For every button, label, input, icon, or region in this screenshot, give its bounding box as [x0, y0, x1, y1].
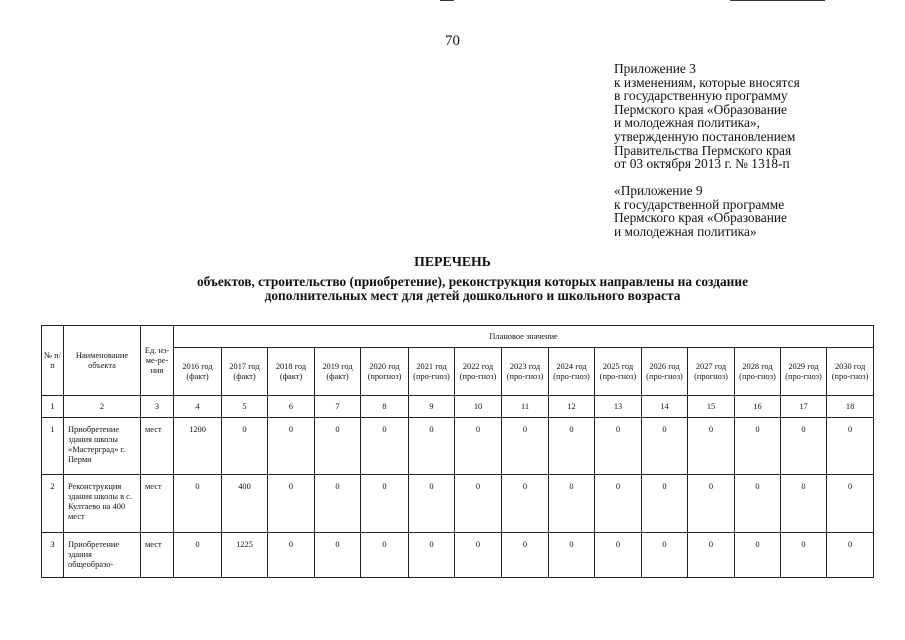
table-row	[42, 418, 874, 475]
header-unit: Ед. из-ме-ре-ния	[141, 326, 174, 396]
scan-remnant-mark	[440, 0, 454, 1]
appendix-line: Приложение 3	[614, 61, 696, 76]
column-number: 8	[361, 396, 409, 418]
subtitle-line: объектов, строительство (приобретение), реконструкция которых направлены на создание	[196, 274, 749, 289]
row-value: 400	[222, 475, 268, 533]
row-value: 0	[642, 418, 688, 475]
row-object-name: Приобретение здания общеобразо-	[64, 533, 141, 578]
header-year: 2030 год (про-гноз)	[827, 348, 874, 396]
column-number: 3	[141, 396, 174, 418]
appendix-9-header	[614, 184, 787, 238]
row-object-name: Реконструкция здания школы в с. Култаево на 400 мест	[64, 475, 141, 533]
row-value: 0	[827, 533, 874, 578]
row-value: 0	[781, 475, 827, 533]
header-year: 2018 год (факт)	[268, 348, 315, 396]
row-value: 0	[315, 533, 361, 578]
row-unit: мест	[141, 533, 174, 578]
row-value: 0	[361, 475, 409, 533]
row-num: 3	[42, 533, 64, 578]
row-value: 1200	[174, 418, 222, 475]
header-year: 2024 год (про-гноз)	[549, 348, 595, 396]
row-value: 0	[549, 418, 595, 475]
row-value: 0	[502, 533, 549, 578]
document-title: ПЕРЕЧЕНЬ	[414, 254, 491, 269]
row-value: 0	[735, 475, 781, 533]
row-value: 0	[361, 533, 409, 578]
header-year: 2027 год (прогноз)	[688, 348, 735, 396]
header-year: 2023 год (про-гноз)	[502, 348, 549, 396]
appendix-line: в государственную программу	[614, 88, 788, 104]
row-value: 0	[409, 475, 455, 533]
row-value: 0	[781, 418, 827, 475]
row-value: 0	[315, 418, 361, 475]
column-number: 7	[315, 396, 361, 418]
appendix-line: и молодежная политика»	[614, 223, 757, 239]
row-value: 0	[268, 533, 315, 578]
appendix-line: к изменениям, которые вносятся	[614, 74, 800, 90]
appendix-line: Пермского края «Образование	[614, 210, 787, 226]
row-value: 0	[502, 475, 549, 533]
row-value: 0	[549, 475, 595, 533]
column-number: 2	[64, 396, 141, 418]
header-num: № п/п	[42, 326, 64, 396]
column-number: 9	[409, 396, 455, 418]
row-value: 0	[455, 533, 502, 578]
row-value: 0	[642, 475, 688, 533]
appendix-line: от 03 октября 2013 г. № 1318-п	[614, 156, 790, 172]
objects-table	[41, 325, 874, 578]
header-plan-value: Плановое значение	[174, 326, 874, 348]
column-number: 16	[735, 396, 781, 418]
row-value: 0	[268, 475, 315, 533]
column-number: 13	[595, 396, 642, 418]
column-number: 18	[827, 396, 874, 418]
row-value: 0	[174, 475, 222, 533]
row-num: 2	[42, 475, 64, 533]
row-value: 0	[361, 418, 409, 475]
row-value: 0	[688, 475, 735, 533]
table-row	[42, 533, 874, 578]
row-value: 0	[268, 418, 315, 475]
appendix-header	[614, 62, 800, 171]
header-year: 2021 год (про-гноз)	[409, 348, 455, 396]
row-object-name: Приобретение здания школы «Мастерград» г. Перми	[64, 418, 141, 475]
column-number: 14	[642, 396, 688, 418]
row-value: 0	[174, 533, 222, 578]
document-subtitle	[0, 275, 905, 302]
row-value: 0	[455, 475, 502, 533]
column-number: 1	[42, 396, 64, 418]
header-year: 2022 год (про-гноз)	[455, 348, 502, 396]
row-unit: мест	[141, 475, 174, 533]
row-value: 0	[455, 418, 502, 475]
header-name: Наименование объекта	[64, 326, 141, 396]
row-value: 0	[642, 533, 688, 578]
row-value: 0	[781, 533, 827, 578]
row-value: 0	[409, 533, 455, 578]
column-number: 15	[688, 396, 735, 418]
header-year: 2020 год (прогноз)	[361, 348, 409, 396]
table-row	[42, 475, 874, 533]
row-value: 0	[735, 533, 781, 578]
page-number: 70	[445, 33, 460, 49]
appendix-line: и молодежная политика»,	[614, 115, 760, 131]
row-value: 0	[315, 475, 361, 533]
row-value: 0	[409, 418, 455, 475]
column-number: 4	[174, 396, 222, 418]
header-year: 2017 год (факт)	[222, 348, 268, 396]
row-value: 0	[827, 418, 874, 475]
subtitle-line: дополнительных мест для детей дошкольного и школьного возраста	[264, 287, 681, 303]
column-number: 10	[455, 396, 502, 418]
row-value: 0	[502, 418, 549, 475]
row-value: 0	[222, 418, 268, 475]
column-number: 5	[222, 396, 268, 418]
appendix-line: утвержденную постановлением	[614, 128, 796, 144]
header-year: 2016 год (факт)	[174, 348, 222, 396]
row-value: 1225	[222, 533, 268, 578]
appendix-line: Правительства Пермского края	[614, 142, 792, 158]
column-number: 17	[781, 396, 827, 418]
row-value: 0	[595, 475, 642, 533]
header-year: 2026 год (про-гноз)	[642, 348, 688, 396]
row-num: 1	[42, 418, 64, 475]
row-value: 0	[688, 533, 735, 578]
row-value: 0	[827, 475, 874, 533]
row-value: 0	[549, 533, 595, 578]
row-value: 0	[735, 418, 781, 475]
header-year: 2019 год (факт)	[315, 348, 361, 396]
row-value: 0	[595, 533, 642, 578]
row-unit: мест	[141, 418, 174, 475]
header-year: 2029 год (про-гноз)	[781, 348, 827, 396]
appendix-line: к государственной программе	[614, 196, 785, 212]
row-value: 0	[595, 418, 642, 475]
scan-remnant-mark	[730, 0, 825, 1]
column-number-row	[42, 396, 874, 418]
appendix-line: «Приложение 9	[614, 183, 703, 198]
column-number: 12	[549, 396, 595, 418]
column-number: 6	[268, 396, 315, 418]
row-value: 0	[688, 418, 735, 475]
header-year: 2025 год (про-гноз)	[595, 348, 642, 396]
appendix-line: Пермского края «Образование	[614, 101, 787, 117]
column-number: 11	[502, 396, 549, 418]
header-year: 2028 год (про-гноз)	[735, 348, 781, 396]
